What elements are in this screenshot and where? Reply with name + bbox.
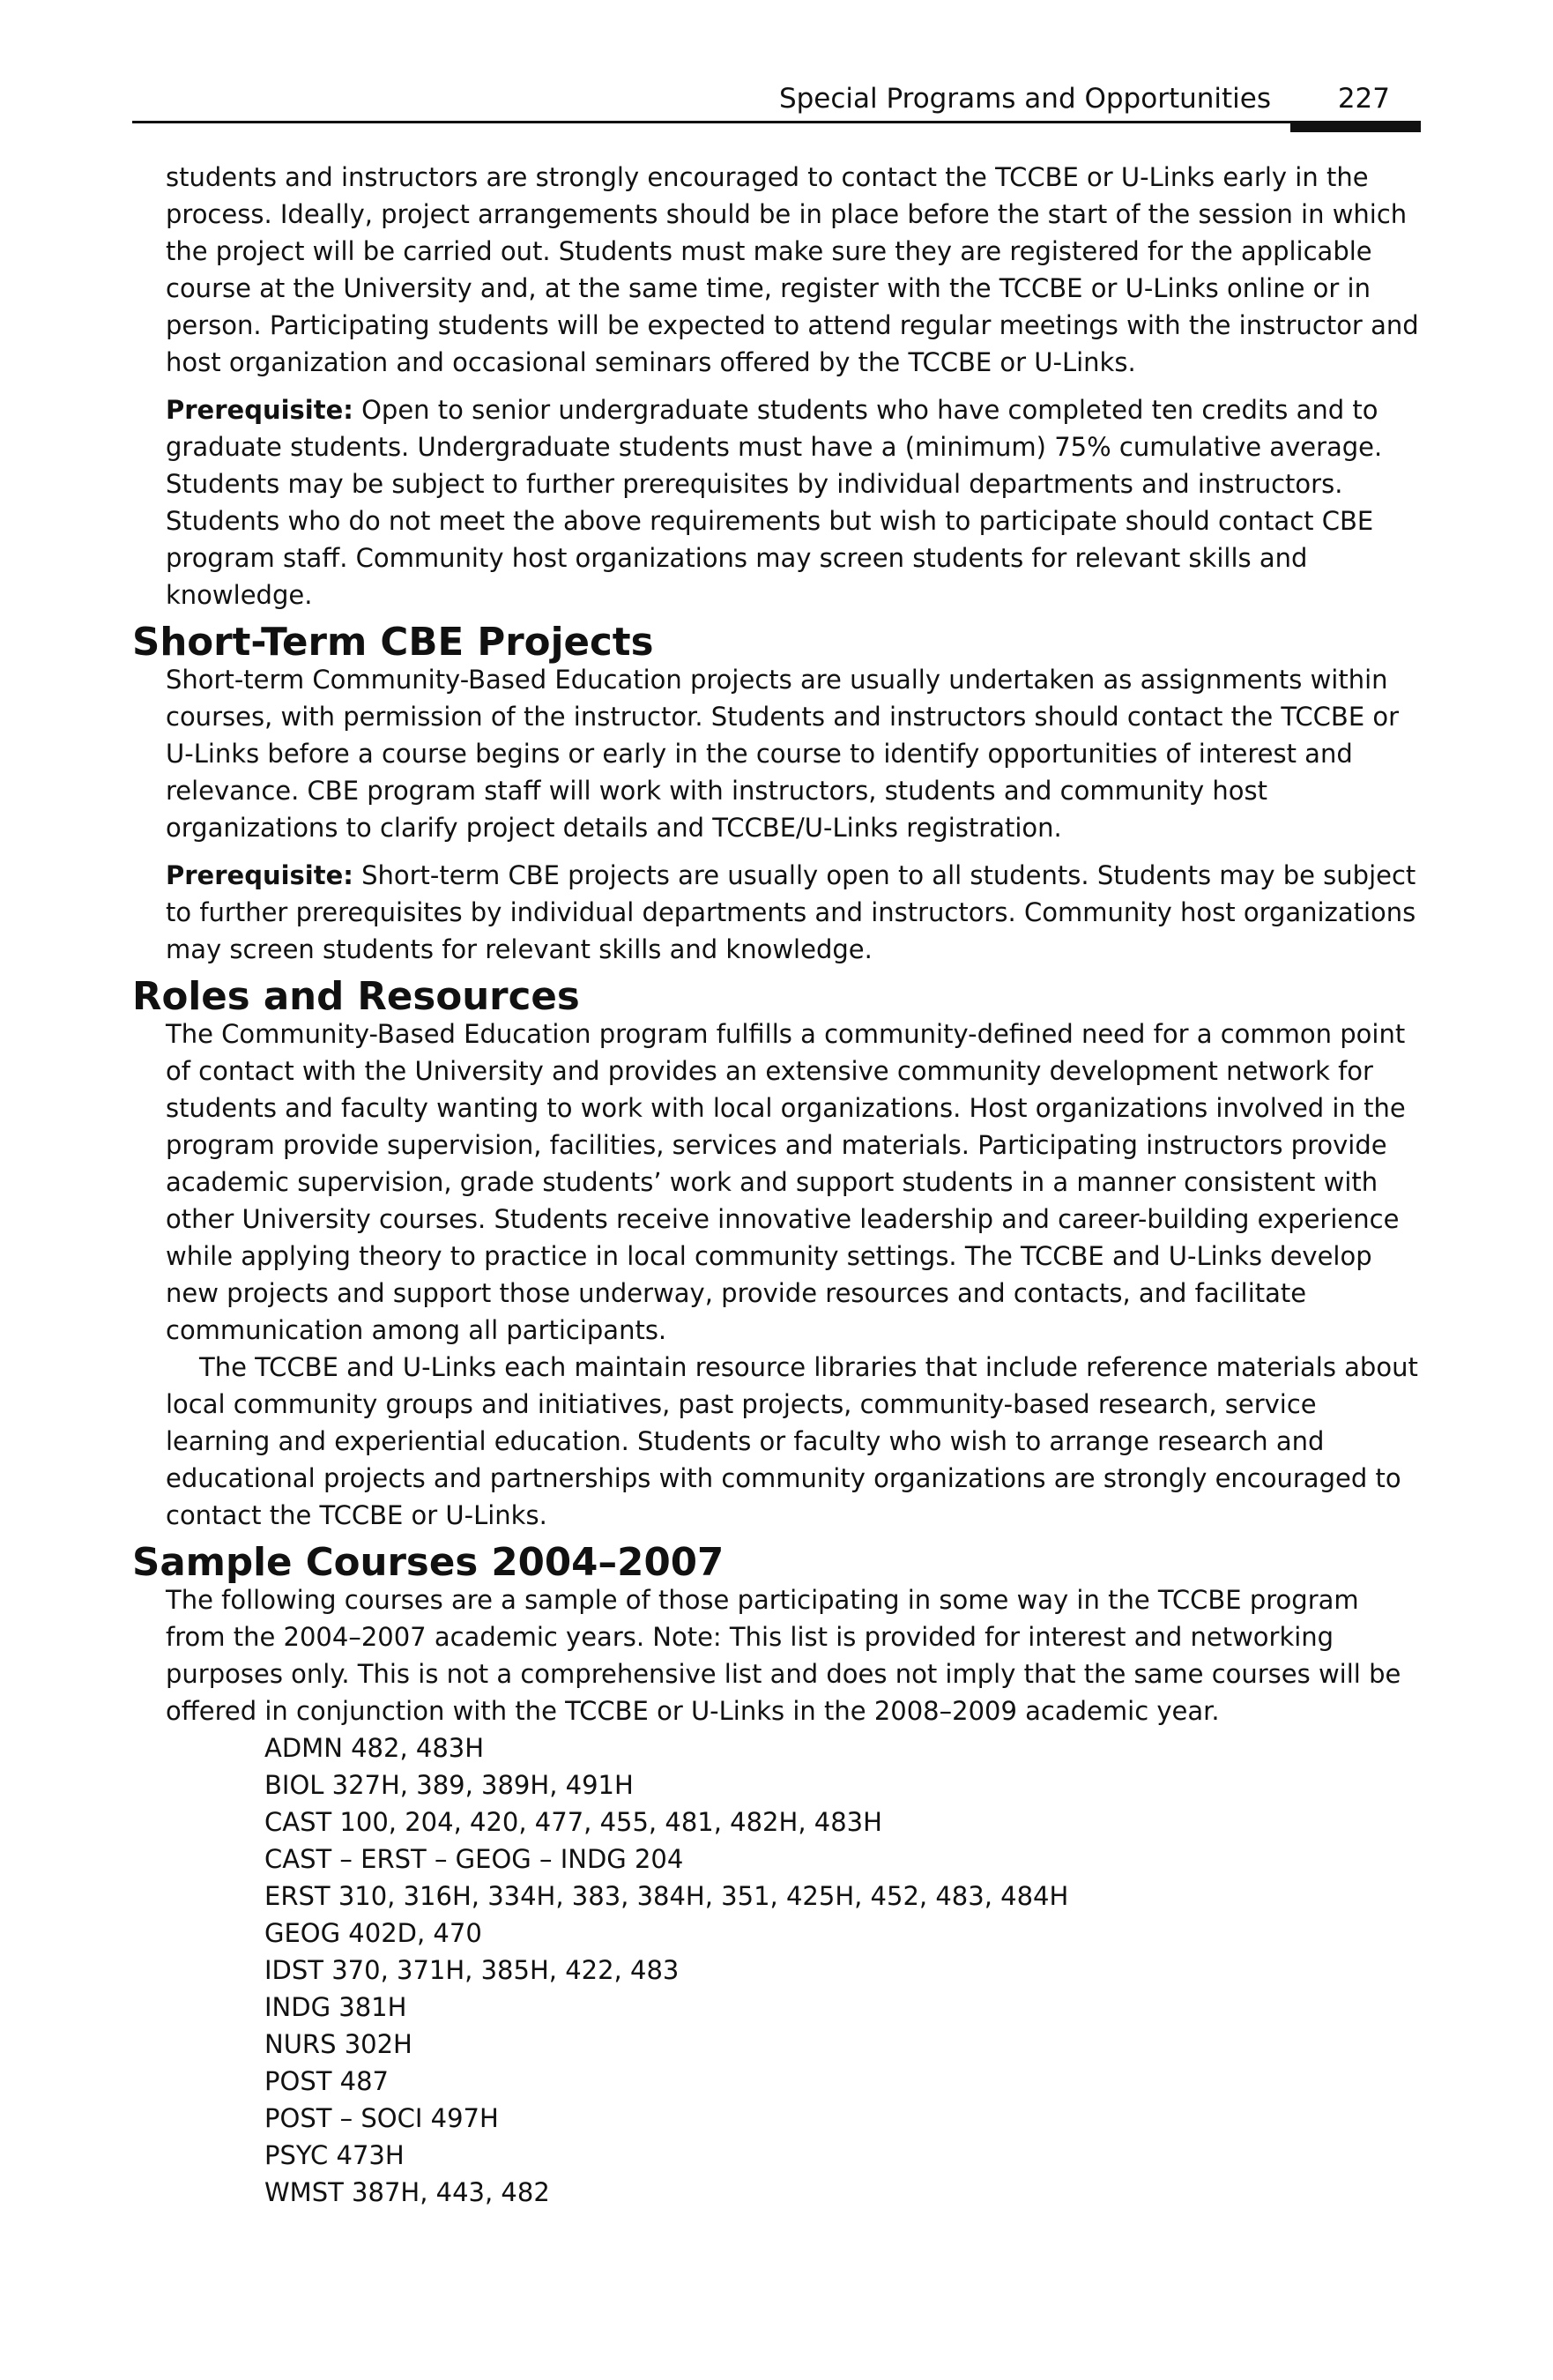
running-header xyxy=(132,74,1421,122)
prerequisite-label: Prerequisite: xyxy=(166,860,353,890)
course-list-item: PSYC 473H xyxy=(264,2140,405,2170)
section-heading-short-term: Short-Term CBE Projects xyxy=(132,621,654,665)
course-list-item: INDG 381H xyxy=(264,1992,407,2022)
course-list-item: CAST – ERST – GEOG – INDG 204 xyxy=(264,1844,684,1874)
course-list-item: BIOL 327H, 389, 389H, 491H xyxy=(264,1770,634,1800)
course-list-item: ADMN 482, 483H xyxy=(264,1733,485,1763)
course-list-item: CAST 100, 204, 420, 477, 455, 481, 482H, 483H xyxy=(264,1807,882,1837)
section-heading-roles: Roles and Resources xyxy=(132,975,580,1019)
course-list-item: NURS 302H xyxy=(264,2029,412,2059)
header-rule xyxy=(132,121,1421,123)
short-term-paragraph: Short-term Community-Based Education projects are usually undertaken as assignments within courses, with permission of the instructor. Students and instructors should contact the TCCBE or U-Links before a course begins or early in the course to identify opportunities of interest and relevance. CBE program staff will work with instructors, students and community host organizations to clarify project details and TCCBE/U-Links registration. xyxy=(166,665,1400,843)
running-head-title: Special Programs and Opportunities xyxy=(778,83,1271,115)
course-list-item: POST 487 xyxy=(264,2066,390,2096)
page-body xyxy=(132,159,1419,2211)
course-list-item: ERST 310, 316H, 334H, 383, 384H, 351, 425H, 452, 483, 484H xyxy=(264,1881,1069,1911)
page-number: 227 xyxy=(1337,83,1390,115)
course-list-item: WMST 387H, 443, 482 xyxy=(264,2177,550,2207)
course-list xyxy=(132,1729,1419,2211)
prerequisite-label: Prerequisite: xyxy=(166,395,353,425)
intro-paragraph: students and instructors are strongly encouraged to contact the TCCBE or U-Links early in the process. Ideally, project arrangements should be in place before the start of the session in which the project will be carried out. Students must make sure they are registered for the applicable course at the University and, at the same time, register with the TCCBE or U-Links online or in person. Participating students will be expected to attend regular meetings with the instructor and host organization and occasional seminars offered by the TCCBE or U-Links. xyxy=(166,162,1419,377)
course-list-item: GEOG 402D, 470 xyxy=(264,1918,482,1948)
prerequisite-text: Open to senior undergraduate students who have completed ten credits and to graduate students. Undergraduate students must have a (minimum) 75% cumulative average. Students may be subject to further prerequisites by individual departments and instructors. Students who do not meet the above requirements but wish to participate should contact CBE program staff. Community host organizations may screen students for relevant skills and knowledge. xyxy=(166,395,1383,610)
roles-paragraph: The Community-Based Education program fulfills a community-defined need for a common point of contact with the University and provides an extensive community development network for students and faculty wanting to work with local organizations. Host organizations involved in the program provide supervision, facilities, services and materials. Participating instructors provide academic supervision, grade students’ work and support students in a manner consistent with other University courses. Students receive innovative leadership and career-building experience while applying theory to practice in local community settings. The TCCBE and U-Links develop new projects and support those underway, provide resources and contacts, and facilitate communication among all participants. xyxy=(166,1019,1406,1345)
course-list-item: POST – SOCI 497H xyxy=(264,2103,499,2133)
course-list-item: IDST 370, 371H, 385H, 422, 483 xyxy=(264,1955,680,1985)
section-heading-sample-courses: Sample Courses 2004–2007 xyxy=(132,1541,724,1585)
thumb-tab-bar xyxy=(1290,121,1421,132)
resources-paragraph: The TCCBE and U-Links each maintain resource libraries that include reference materials about local community groups and initiatives, past projects, community-based research, service learning and experiential education. Students or faculty who wish to arrange research and educational projects and partnerships with community organizations are strongly encouraged to contact the TCCBE or U-Links. xyxy=(166,1352,1418,1530)
sample-courses-paragraph: The following courses are a sample of those participating in some way in the TCCBE program from the 2004–2007 academic years. Note: This list is provided for interest and networking purposes only. This is not a comprehensive list and does not imply that the same courses will be offered in conjunction with the TCCBE or U-Links in the 2008–2009 academic year. xyxy=(166,1585,1401,1726)
prerequisite-text: Short-term CBE projects are usually open to all students. Students may be subject to further prerequisites by individual departments and instructors. Community host organizations may screen students for relevant skills and knowledge. xyxy=(166,860,1416,964)
short-term-prerequisite-paragraph xyxy=(132,857,1419,968)
prerequisite-paragraph xyxy=(132,391,1419,614)
